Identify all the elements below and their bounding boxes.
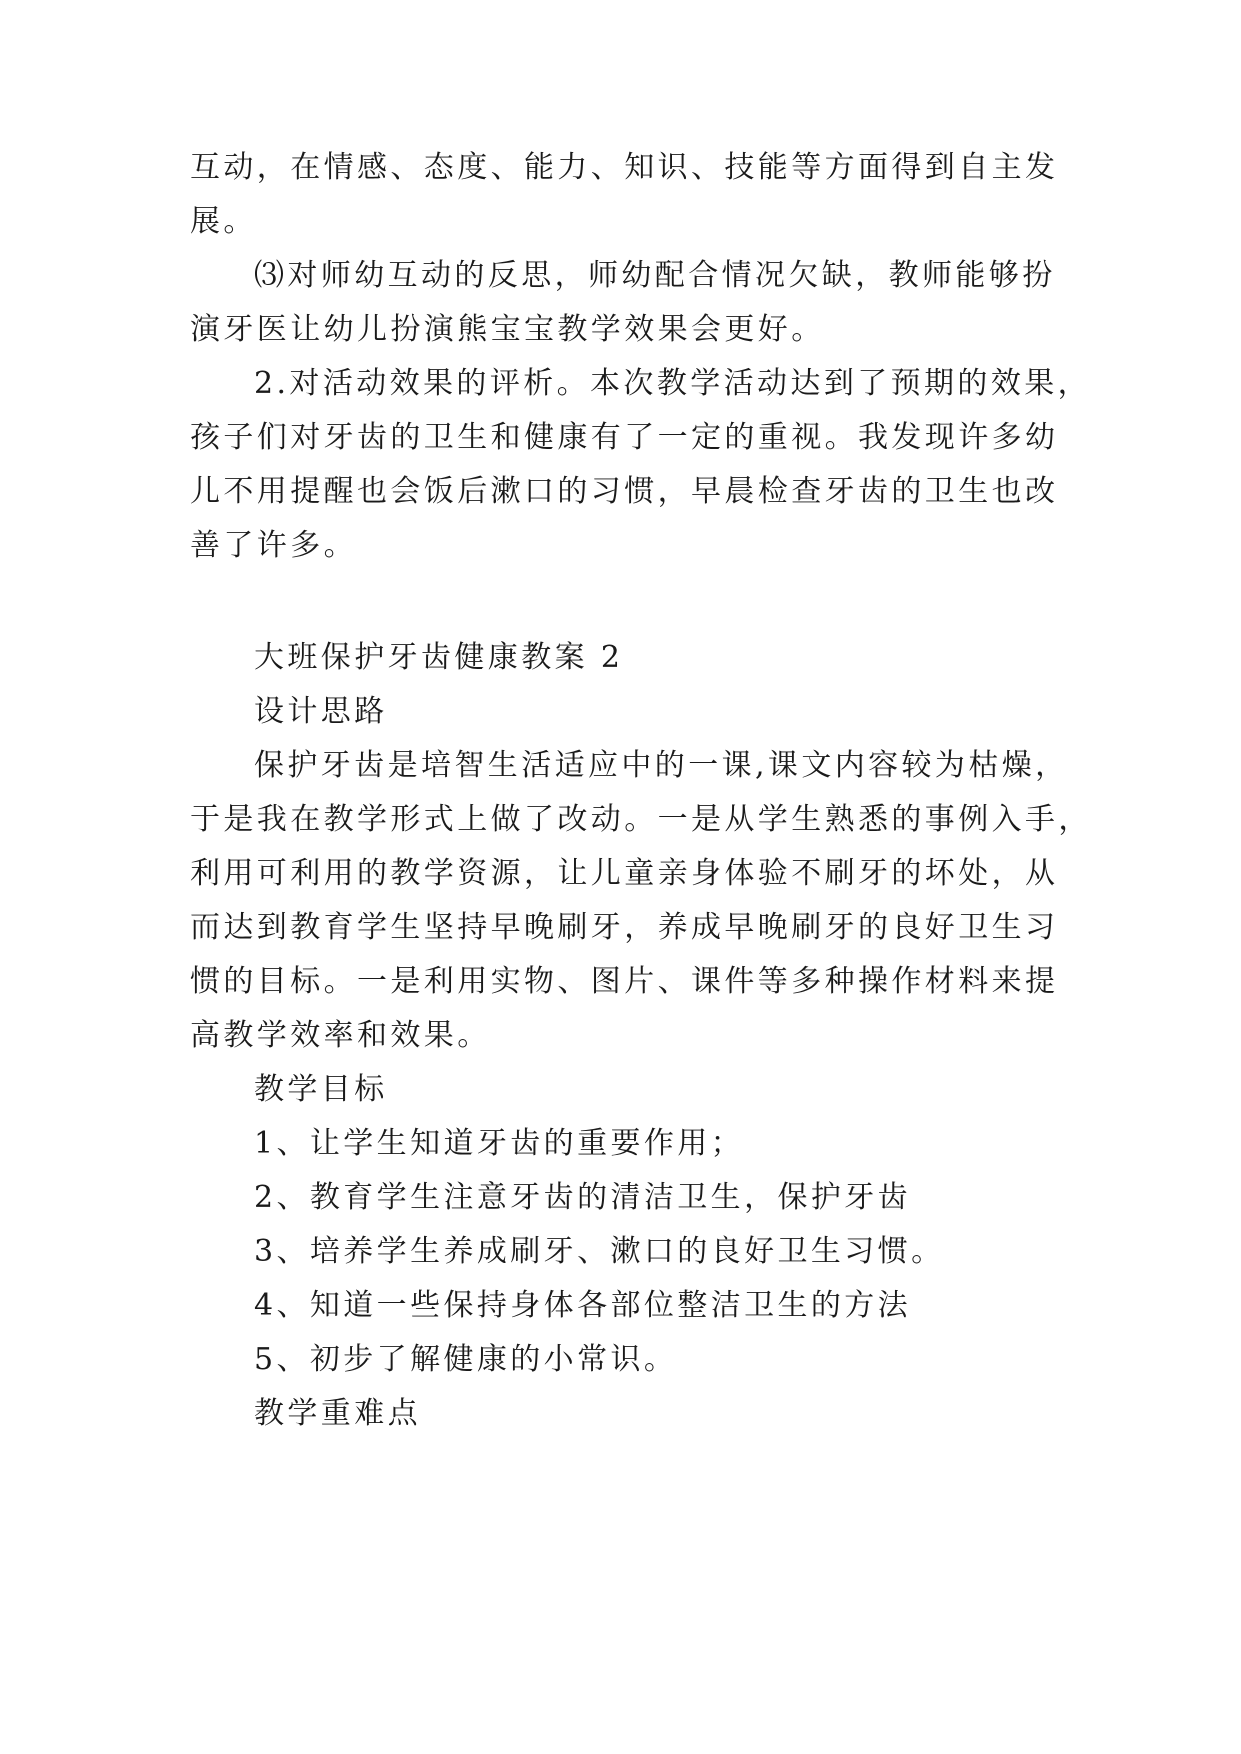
text-line: 演牙医让幼儿扮演熊宝宝教学效果会更好。 [190,312,825,347]
text-line: 惯的目标。一是利用实物、图片、课件等多种操作材料来提 [190,964,1059,999]
text-line: 保护牙齿是培智生活适应中的一课,课文内容较为枯燥， [254,748,1069,783]
goal-item: 3、培养学生养成刷牙、漱口的良好卫生习惯。 [254,1234,945,1269]
design-heading: 设计思路 [254,694,388,729]
text-line: 2.对活动效果的评析。本次教学活动达到了预期的效果， [254,366,1092,401]
goal-item: 1、让学生知道牙齿的重要作用； [254,1126,745,1161]
text-line: 利用可利用的教学资源，让儿童亲身体验不刷牙的坏处，从 [190,856,1059,891]
text-line: 孩子们对牙齿的卫生和健康有了一定的重视。我发现许多幼 [190,420,1059,455]
goals-heading: 教学目标 [254,1072,388,1107]
text-line: 高教学效率和效果。 [190,1018,491,1053]
text-line: 互动，在情感、态度、能力、知识、技能等方面得到自主发 [190,150,1059,185]
goal-item: 5、初步了解健康的小常识。 [254,1342,678,1377]
text-line: 而达到教育学生坚持早晚刷牙，养成早晚刷牙的良好卫生习 [190,910,1059,945]
text-line: 儿不用提醒也会饭后漱口的习惯，早晨检查牙齿的卫生也改 [190,474,1059,509]
goal-item: 4、知道一些保持身体各部位整洁卫生的方法 [254,1288,912,1323]
text-line: 于是我在教学形式上做了改动。一是从学生熟悉的事例入手， [190,802,1092,837]
goal-item: 2、教育学生注意牙齿的清洁卫生，保护牙齿 [254,1180,912,1215]
text-line: 善了许多。 [190,528,357,563]
text-line: ⑶对师幼互动的反思，师幼配合情况欠缺，教师能够扮 [254,258,1056,293]
difficulty-heading: 教学重难点 [254,1396,421,1431]
section-title: 大班保护牙齿健康教案 2 [254,640,624,675]
text-line: 展。 [190,204,257,239]
